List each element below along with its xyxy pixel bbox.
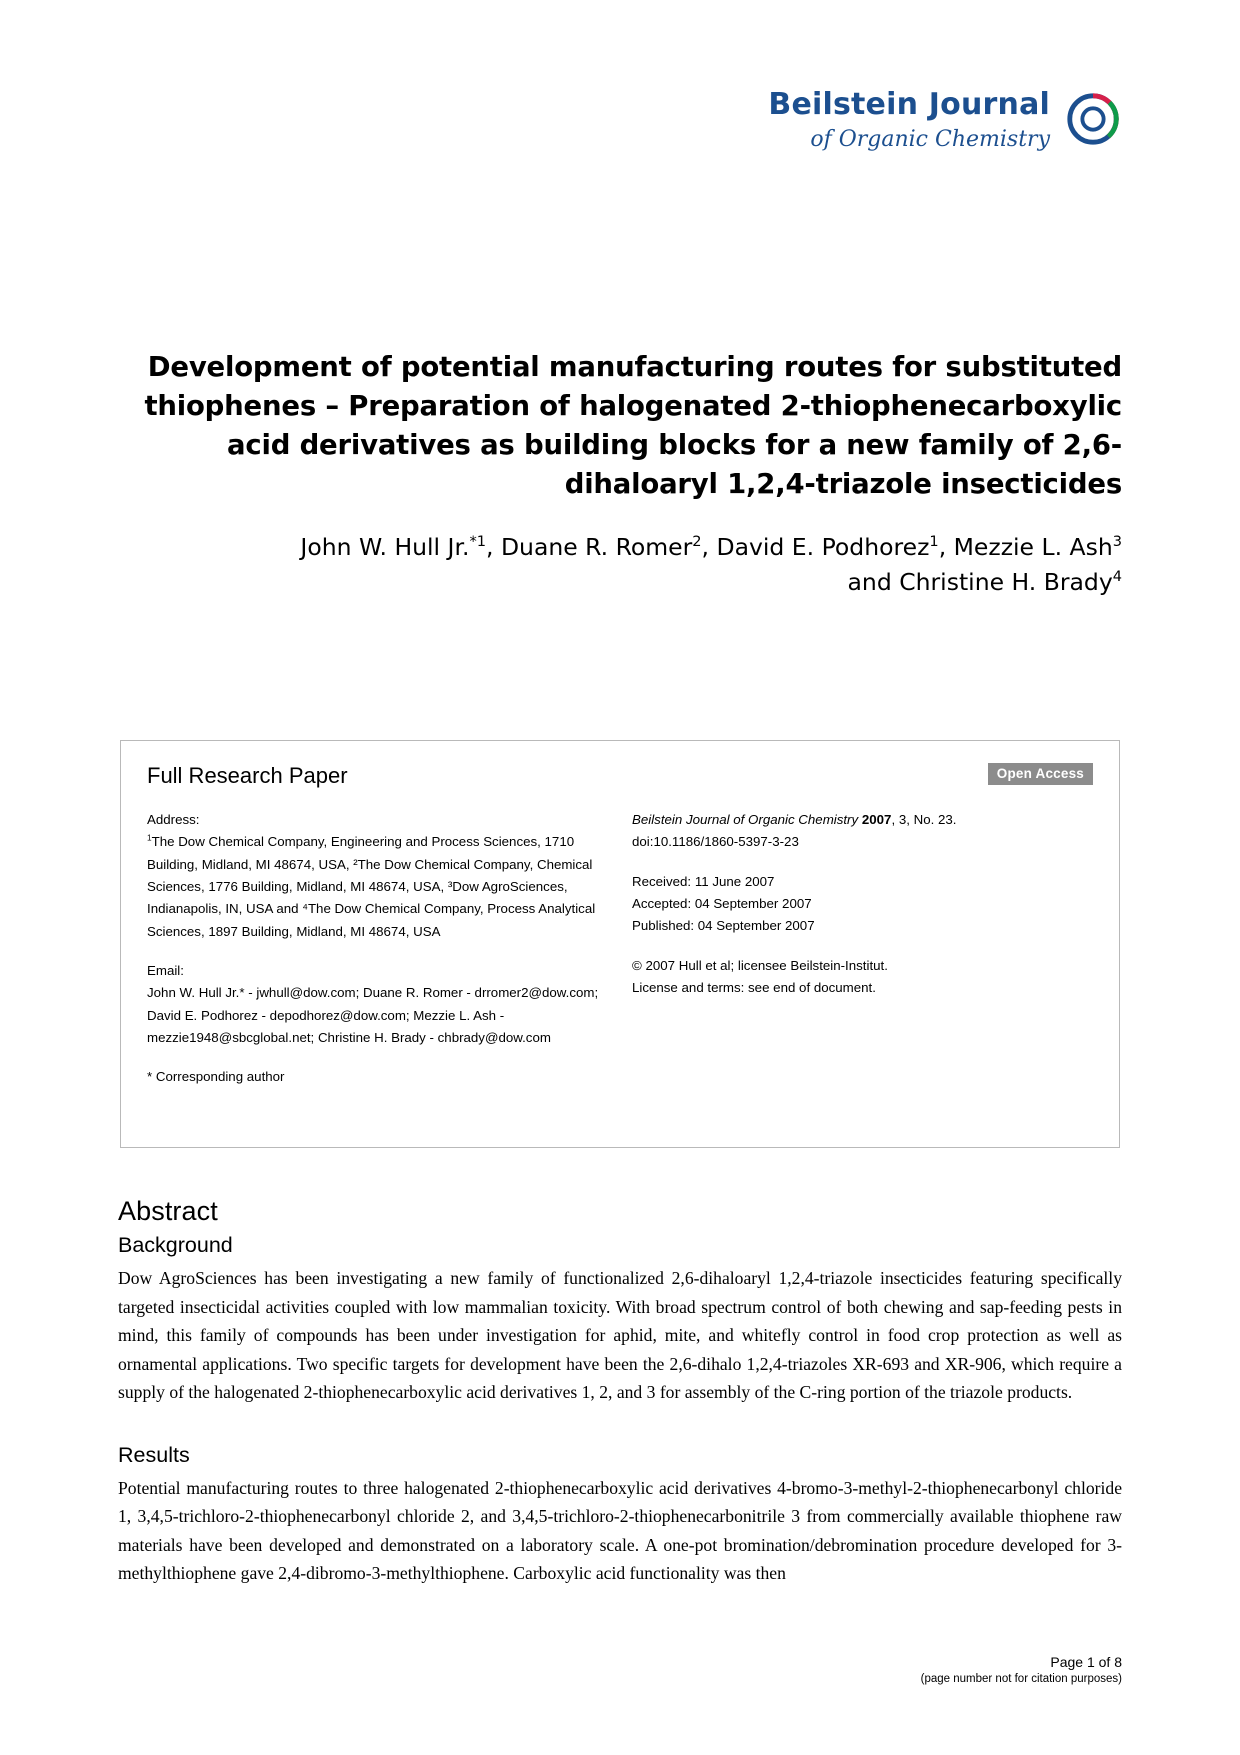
author-4: , Mezzie L. Ash: [938, 533, 1113, 562]
open-access-badge: Open Access: [988, 763, 1093, 785]
citation-block: [632, 809, 1093, 854]
author-3: , David E. Podhorez: [701, 533, 930, 562]
author-1: John W. Hull Jr.: [300, 533, 470, 562]
address-text-value: The Dow Chemical Company, Engineering and Process Sciences, 1710 Building, Midland, MI 48674, USA, ²The Dow Chemical Company, Chemical Sciences, 1776 Building, Midland, MI 48674, USA, ³Dow AgroSciences, Indianapolis, IN, USA and ⁴The Dow Chemical Company, Process Analytical Sciences, 1897 Building, Midland, MI 48674, USA: [147, 834, 596, 939]
address-block: [147, 809, 602, 943]
author-2: , Duane R. Romer: [486, 533, 693, 562]
citation-line: [632, 809, 1093, 831]
license-line: License and terms: see end of document.: [632, 979, 876, 995]
journal-subtitle: of Organic Chemistry: [810, 127, 1050, 152]
corresponding-author-note: * Corresponding author: [147, 1069, 285, 1085]
citation-year: 2007: [861, 812, 892, 827]
results-text: Potential manufacturing routes to three halogenated 2-thiophenecarboxylic acid derivatives 4-bromo-3-methyl-2-thiophenecarbonyl chloride 1, 3,4,5-trichloro-2-thiophenecarbonyl chloride 2, and 3,4,5-trichloro-2-thiophenecarbonitrile 3 from commercially available thiophene raw materials have been developed and demonstrated on a laboratory scale. A one-pot bromination/debromination procedure developed for 3-methylthiophene gave 2,4-dibromo-3-methylthiophene. Carboxylic acid functionality was then: [118, 1477, 1122, 1583]
dates-block: [632, 871, 1093, 938]
citation-journal: Beilstein Journal of Organic Chemistry: [632, 812, 859, 827]
accepted-date: Accepted: 04 September 2007: [632, 895, 812, 911]
page-number: Page 1 of 8: [1050, 1654, 1122, 1670]
journal-title: Beilstein Journal: [768, 87, 1050, 122]
paper-title: Development of potential manufacturing routes for substituted thiophenes – Preparation of halogenated 2-thiophenecarboxylic acid derivatives as building blocks for a new family of 2,6-dihaloaryl 1,2,4-triazole insecticides: [144, 351, 1122, 501]
author-3-sup: 1: [929, 533, 939, 551]
abstract-section: [118, 1196, 1122, 1588]
received-date: Received: 11 June 2007: [632, 873, 775, 889]
published-date: Published: 04 September 2007: [632, 918, 815, 934]
license-block: [632, 955, 1093, 1000]
title-block: [118, 348, 1122, 601]
results-heading: Results: [118, 1442, 190, 1467]
beilstein-logo-icon: [1064, 90, 1122, 148]
page-footer: [921, 1654, 1122, 1685]
page-number-note: (page number not for citation purposes): [920, 1673, 1122, 1685]
author-2-sup: 2: [692, 533, 702, 551]
author-5-sup: 4: [1112, 568, 1122, 586]
address-text: $^1$The Dow Chemical Company, Engineering and Process Sciences, 1710 Building, Midland, MI 48674, USA, ²The Dow Chemical Company, Chemical Sciences, 1776 Building, Midland, MI 48674, USA, ³Dow AgroSciences, Indianapolis, IN, USA and ⁴The Dow Chemical Company, Process Analytical Sciences, 1897 Building, Midland, MI 48674, USA: [147, 833, 596, 939]
author-4-sup: 3: [1112, 533, 1122, 551]
abstract-heading: Abstract: [118, 1196, 218, 1226]
section-spacer: [118, 1407, 1122, 1437]
email-block: [147, 960, 602, 1049]
author-1-sup: *1: [469, 533, 487, 551]
email-text: John W. Hull Jr.* - jwhull@dow.com; Duane R. Romer - drromer2@dow.com; David E. Podhorez - depodhorez@dow.com; Mezzie L. Ash - mezzie1948@sbcglobal.net; Christine H. Brady - chbrady@dow.com: [147, 985, 599, 1045]
article-type: Full Research Paper: [147, 763, 348, 788]
author-5: and Christine H. Brady: [847, 568, 1113, 597]
article-info-left-column: [147, 809, 632, 1089]
journal-masthead: [768, 88, 1122, 152]
doi-line: doi:10.1186/1860-5397-3-23: [632, 834, 799, 850]
background-heading: Background: [118, 1233, 233, 1257]
author-list: [118, 530, 1122, 601]
article-info-box: [120, 740, 1120, 1148]
background-text: Dow AgroSciences has been investigating a new family of functionalized 2,6-dihaloaryl 1,2,4-triazole insecticides featuring specifically targeted insecticidal activities coupled with low mammalian toxicity. With broad spectrum control of both chewing and sap-feeding pests in mind, this family of compounds has been under investigation for aphid, mite, and whitefly control in food crop protection as well as ornamental applications. Two specific targets for development have been the 2,6-dihalo 1,2,4-triazoles XR-693 and XR-906, which require a supply of the halogenated 2-thiophenecarboxylic acid derivatives 1, 2, and 3 for assembly of the C-ring portion of the triazole products.: [118, 1268, 1122, 1402]
article-info-columns: [147, 809, 1093, 1089]
masthead-text: [768, 88, 1050, 152]
article-info-header: [147, 763, 1093, 789]
article-info-right-column: [632, 809, 1093, 1089]
email-label: Email:: [147, 962, 184, 978]
address-label: Address:: [147, 812, 200, 827]
citation-rest: , 3, No. 23.: [891, 812, 957, 827]
copyright-line: © 2007 Hull et al; licensee Beilstein-Institut.: [632, 957, 888, 973]
